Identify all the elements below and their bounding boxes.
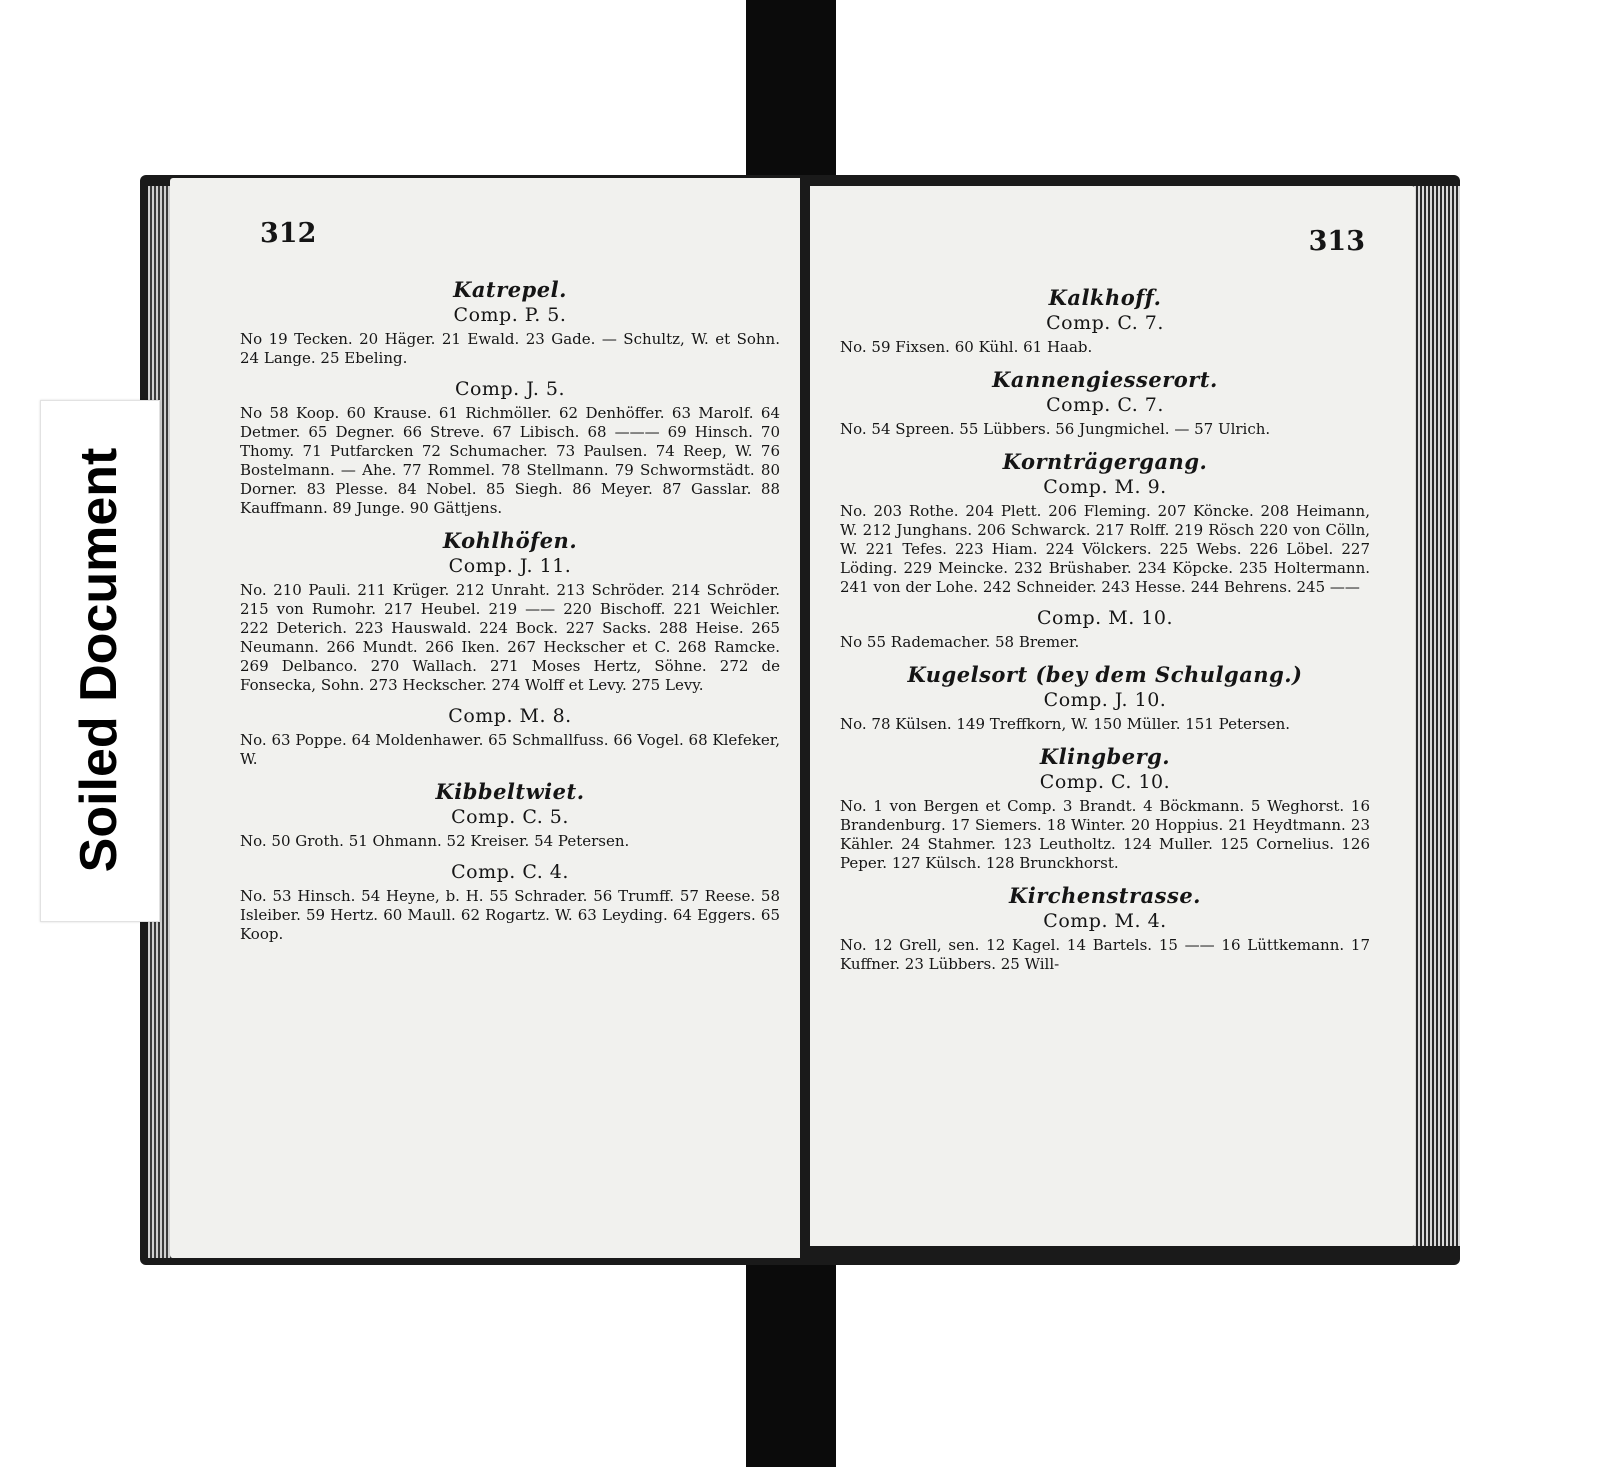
resident-entries: No. 53 Hinsch. 54 Heyne, b. H. 55 Schrader. 56 Trumff. 57 Reese. 58 Isleiber. 59 Hertz. 60 Maull. 62 Rogartz. W. 63 Leyding. 64 Eggers. 65 Koop. xyxy=(240,887,780,943)
comp-heading: Comp. C. 7. xyxy=(1046,312,1164,334)
resident-entries: No 58 Koop. 60 Krause. 61 Richmöller. 62 Denhöffer. 63 Marolf. 64 Detmer. 65 Degner. 66 Streve. 67 Libisch. 68 ——— 69 Hinsch. 70 Thomy. 71 Putfarcken 72 Schumacher. 73 Paulsen. 74 Reep, W. 76 Bostelmann. — Ahe. 77 Rommel. 78 Stellmann. 79 Schwormstädt. 80 Dorner. 83 Plesse. 84 Nobel. 85 Siegh. 86 Meyer. 87 Gasslar. 88 Kauffmann. 89 Junge. 90 Gättjens. xyxy=(240,404,780,517)
comp-heading: Comp. J. 11. xyxy=(448,555,572,577)
resident-entries: No. 59 Fixsen. 60 Kühl. 61 Haab. xyxy=(840,338,1093,356)
resident-entries: No. 78 Külsen. 149 Treffkorn, W. 150 Müller. 151 Petersen. xyxy=(840,715,1291,733)
comp-heading: Comp. M. 4. xyxy=(1043,910,1167,932)
street-heading: Kornträgergang. xyxy=(1002,449,1208,474)
street-heading: Kannengiesserort. xyxy=(992,367,1218,392)
page-edges-right xyxy=(1410,186,1460,1246)
comp-heading: Comp. C. 5. xyxy=(451,806,569,828)
right-page-content xyxy=(840,281,1370,984)
comp-heading: Comp. J. 10. xyxy=(1043,689,1167,711)
resident-entries: No. 1 von Bergen et Comp. 3 Brandt. 4 Böckmann. 5 Weghorst. 16 Brandenburg. 17 Siemers. 18 Winter. 20 Hoppius. 21 Heydtmann. 23 Kähler. 24 Stahmer. 123 Leutholtz. 124 Muller. 125 Cornelius. 126 Peper. 127 Külsch. 128 Brunckhorst. xyxy=(840,797,1370,872)
page-number: 313 xyxy=(1308,226,1365,257)
comp-heading: Comp. C. 10. xyxy=(1039,771,1171,793)
street-heading: Klingberg. xyxy=(1039,744,1171,769)
street-heading: Katrepel. xyxy=(453,277,567,302)
resident-entries: No. 50 Groth. 51 Ohmann. 52 Kreiser. 54 Petersen. xyxy=(240,832,630,850)
comp-heading: Comp. M. 10. xyxy=(1037,607,1173,629)
left-page-content xyxy=(240,273,780,954)
left-page xyxy=(170,178,800,1258)
resident-entries: No. 203 Rothe. 204 Plett. 206 Fleming. 207 Köncke. 208 Heimann, W. 212 Junghans. 206 Schwarck. 217 Rolff. 219 Rösch 220 von Cölln, W. 221 Tefes. 223 Hiam. 224 Völckers. 225 Webs. 226 Löbel. 227 Löding. 229 Meincke. 232 Brüshaber. 234 Köpcke. 235 Holtermann. 241 von der Lohe. 242 Schneider. 243 Hesse. 244 Behrens. 245 —— xyxy=(840,502,1370,596)
spine-strip-bottom xyxy=(746,1254,836,1467)
street-heading: Kohlhöfen. xyxy=(442,528,578,553)
right-page xyxy=(810,186,1415,1246)
resident-entries: No 55 Rademacher. 58 Bremer. xyxy=(840,633,1080,651)
resident-entries: No. 210 Pauli. 211 Krüger. 212 Unraht. 213 Schröder. 214 Schröder. 215 von Rumohr. 217 Heubel. 219 —— 220 Bischoff. 221 Weichler. 222 Deterich. 223 Hauswald. 224 Bock. 227 Sacks. 288 Heise. 265 Neumann. 266 Mundt. 266 Iken. 267 Heckscher et C. 268 Ramcke. 269 Delbanco. 270 Wallach. 271 Moses Hertz, Söhne. 272 de Fonsecka, Sohn. 273 Heckscher. 274 Wolff et Levy. 275 Levy. xyxy=(240,581,780,694)
page-number: 312 xyxy=(260,218,317,249)
resident-entries: No. 12 Grell, sen. 12 Kagel. 14 Bartels. 15 —— 16 Lüttkemann. 17 Kuffner. 23 Lübbers. 25 Will- xyxy=(840,936,1370,973)
street-heading: Kirchenstrasse. xyxy=(1009,883,1201,908)
comp-heading: Comp. C. 4. xyxy=(451,861,569,883)
street-heading: Kibbeltwiet. xyxy=(435,779,585,804)
comp-heading: Comp. J. 5. xyxy=(454,378,566,400)
comp-heading: Comp. C. 7. xyxy=(1046,394,1164,416)
comp-heading: Comp. M. 8. xyxy=(448,705,572,727)
resident-entries: No 19 Tecken. 20 Häger. 21 Ewald. 23 Gade. — Schultz, W. et Sohn. 24 Lange. 25 Ebeling. xyxy=(240,330,780,367)
comp-heading: Comp. P. 5. xyxy=(453,304,567,326)
resident-entries: No. 63 Poppe. 64 Moldenhawer. 65 Schmallfuss. 66 Vogel. 68 Klefeker, W. xyxy=(240,731,780,768)
condition-label: Soiled Document xyxy=(70,447,128,873)
resident-entries: No. 54 Spreen. 55 Lübbers. 56 Jungmichel. — 57 Ulrich. xyxy=(840,420,1271,438)
comp-heading: Comp. M. 9. xyxy=(1043,476,1167,498)
street-heading: Kalkhoff. xyxy=(1048,285,1162,310)
street-heading: Kugelsort (bey dem Schulgang.) xyxy=(907,662,1303,687)
spine-strip-top xyxy=(746,0,836,186)
